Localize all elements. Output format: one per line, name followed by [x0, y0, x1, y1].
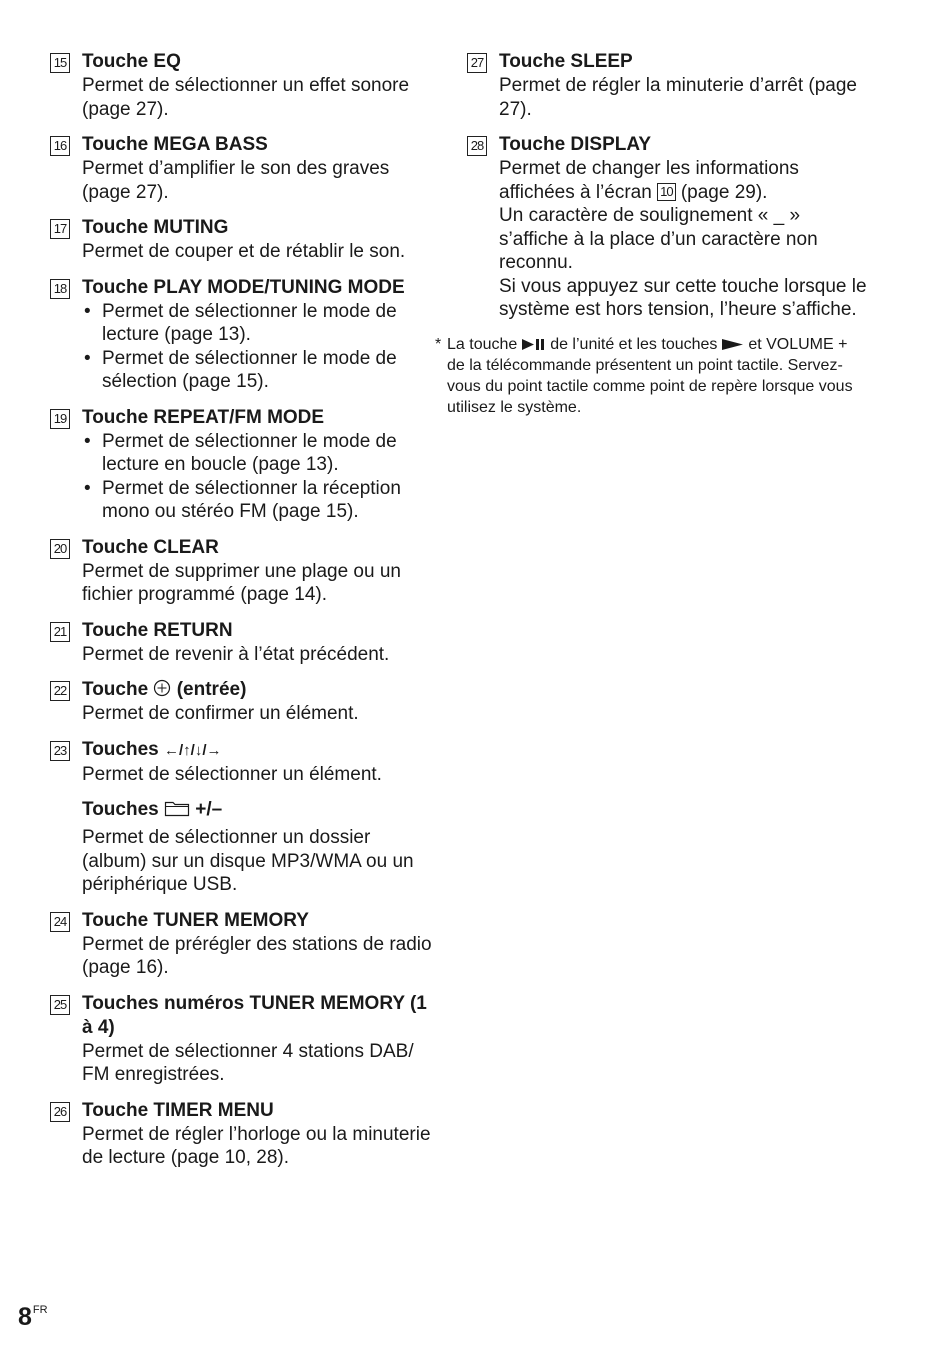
entry-title: Touche SLEEP [499, 51, 633, 72]
footnote-text: et VOLUME + de la télécommande présentent un point tactile. Servez-vous du point tactile comme point de repère lorsque vous utilisez le système. [447, 335, 853, 416]
footnote-text: La touche [447, 335, 518, 353]
entry-description: Permet de régler l’horloge ou la minuterie de lecture (page 10, 28). [82, 1123, 431, 1168]
entry-description [499, 157, 867, 204]
title-suffix: (entrée) [176, 679, 247, 700]
entry-number: 28 [467, 136, 487, 156]
entry-description: Permet d’amplifier le son des graves (page 27). [82, 158, 390, 203]
entry-title: Touche DISPLAY [499, 134, 652, 155]
desc-part: (page 29). [680, 181, 768, 203]
entry-display [467, 133, 867, 322]
entry-title: Touche MUTING [82, 217, 229, 238]
entry-repeat [50, 406, 435, 524]
title-prefix: Touches [82, 738, 159, 760]
entry-description-3: Si vous appuyez sur cette touche lorsque le système est hors tension, l’heure s’affiche. [499, 275, 867, 320]
left-column [50, 50, 435, 1182]
entry-title: Touche TUNER MEMORY [82, 909, 309, 931]
entry-title: Touche MEGA BASS [82, 134, 268, 155]
entry-return [50, 619, 435, 667]
entry-number: 19 [50, 409, 70, 429]
title-prefix: Touche [82, 679, 149, 700]
entry-description: Permet de sélectionner 4 stations DAB/ FM enregistrées. [82, 1040, 414, 1085]
entry-number: 15 [50, 53, 70, 73]
entry-number: 17 [50, 219, 70, 239]
bullet-item: • Permet de sélectionner la réception mono ou stéréo FM (page 15). [82, 477, 435, 524]
page-number [18, 1296, 48, 1331]
entry-title [82, 738, 435, 763]
entry-description: Permet de sélectionner un effet sonore (page 27). [82, 75, 410, 120]
entry-sleep [467, 50, 867, 121]
bullet-list [82, 430, 435, 524]
entry-title: Touche TIMER MENU [82, 1099, 274, 1121]
entry-play-mode [50, 276, 435, 394]
entry-number: 23 [50, 741, 70, 761]
play-pause-icon [522, 338, 546, 351]
entry-number: 24 [50, 912, 70, 932]
bullet-item: • Permet de sélectionner le mode de lecture en boucle (page 13). [82, 430, 435, 477]
bullet-list [82, 300, 435, 394]
entry-description-2: Un caractère de soulignement « _ » s’affiche à la place d’un caractère non reconnu. [499, 205, 818, 273]
entry-timer-menu [50, 1099, 435, 1170]
entry-description: Permet de revenir à l’état précédent. [82, 643, 390, 665]
entry-arrows [50, 738, 435, 897]
entry-title: Touche REPEAT/FM MODE [82, 406, 325, 428]
entry-number: 27 [467, 53, 487, 73]
folder-icon [164, 799, 190, 817]
entry-title: Touche CLEAR [82, 536, 219, 558]
entry-title: Touche EQ [82, 51, 181, 72]
entry-description: Permet de confirmer un élément. [82, 703, 359, 724]
entry-number: 25 [50, 995, 70, 1015]
entry-mega-bass [50, 133, 435, 204]
entry-muting [50, 216, 435, 264]
bullet-item: • Permet de sélectionner le mode de sélection (page 15). [82, 347, 435, 394]
entry-eq [50, 50, 435, 121]
entry-clear [50, 536, 435, 607]
right-column [435, 50, 867, 418]
entry-title: Touche RETURN [82, 619, 233, 641]
entry-description: Permet de prérégler des stations de radio (page 16). [82, 933, 432, 978]
page-number-suffix: FR [32, 1304, 48, 1316]
sub-entry-title [82, 798, 435, 822]
entry-tuner-memory-numbers [50, 992, 435, 1087]
entry-description: Permet de régler la minuterie d’arrêt (page 27). [499, 75, 858, 120]
page-number-value: 8 [18, 1303, 32, 1331]
entry-description: Permet de couper et de rétablir le son. [82, 241, 406, 262]
entry-number: 22 [50, 681, 70, 701]
sub-title-prefix: Touches [82, 799, 159, 820]
entry-number: 26 [50, 1102, 70, 1122]
entry-number: 16 [50, 136, 70, 156]
entry-tuner-memory [50, 909, 435, 980]
entry-title [82, 678, 435, 702]
footnote-text: de l’unité et les touches [550, 335, 718, 353]
play-icon [722, 338, 744, 351]
enter-circle-icon [153, 679, 171, 697]
entry-title: Touche PLAY MODE/TUNING MODE [82, 276, 405, 298]
entry-description: Permet de supprimer une plage ou un fichier programmé (page 14). [82, 560, 401, 605]
entry-number: 18 [50, 279, 70, 299]
sub-title-suffix: +/– [195, 799, 223, 820]
bullet-item: • Permet de sélectionner le mode de lecture (page 13). [82, 300, 435, 347]
sub-entry-description: Permet de sélectionner un dossier (album) sur un disque MP3/WMA ou un périphérique USB. [82, 827, 414, 895]
arrows-icon: ←/↑/↓/→ [164, 741, 222, 759]
footnote [435, 334, 867, 418]
entry-title: Touches numéros TUNER MEMORY (1 à 4) [82, 992, 427, 1038]
entry-description: Permet de sélectionner un élément. [82, 763, 382, 785]
screen-reference-number: 10 [657, 183, 675, 201]
entry-number: 20 [50, 539, 70, 559]
entry-number: 21 [50, 622, 70, 642]
footnote-star: * [435, 335, 442, 353]
entry-enter [50, 678, 435, 726]
desc-part: Permet de changer les informations affichées à l’écran [499, 158, 799, 203]
